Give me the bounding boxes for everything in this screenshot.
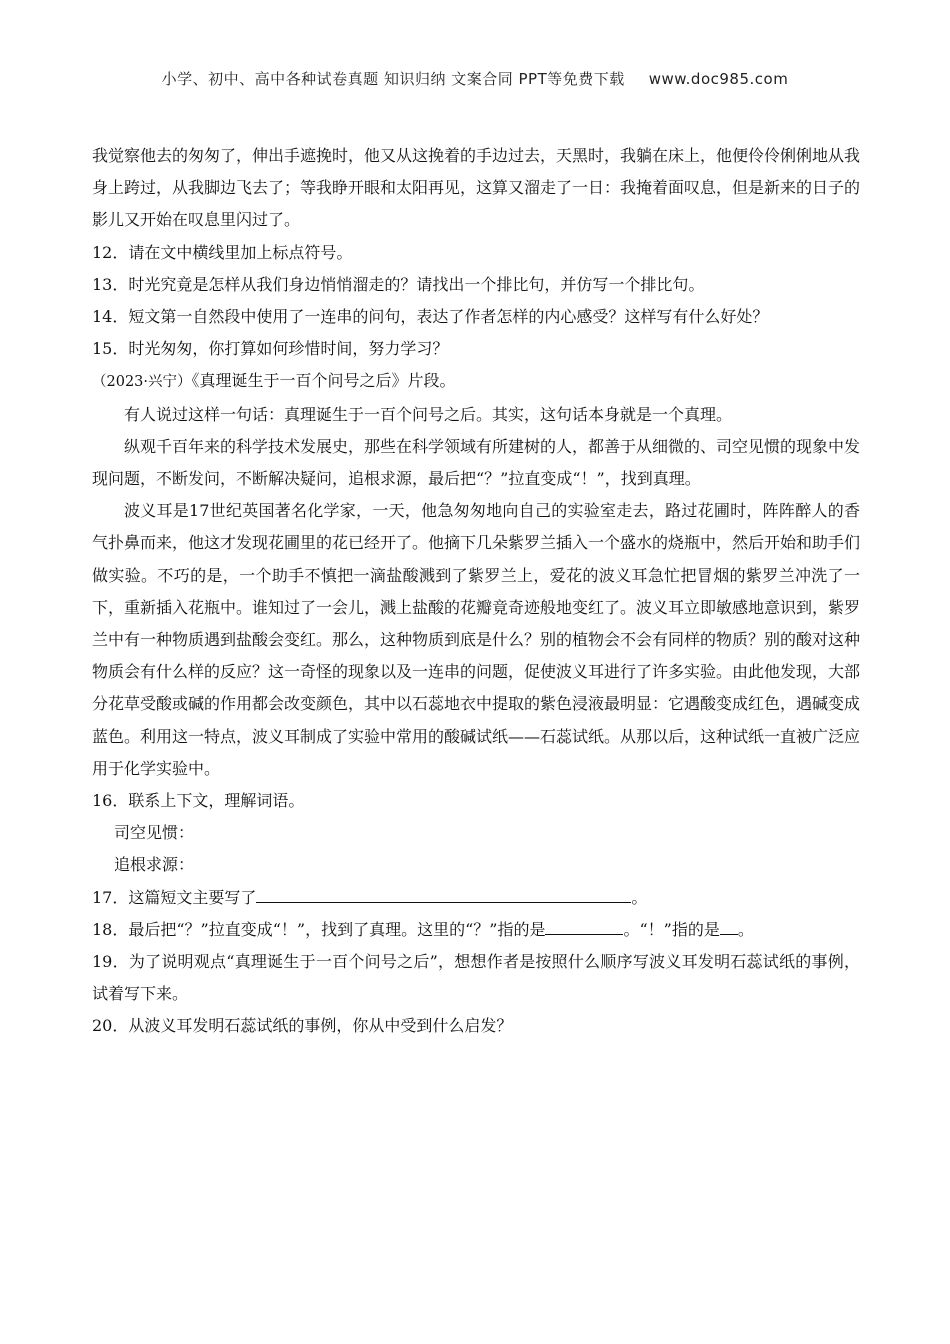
question-18-text-a: 18．最后把“？”拉直变成“！”，找到了真理。这里的“？”指的是 [92, 919, 546, 939]
answer-blank[interactable] [720, 916, 738, 935]
question-19: 19．为了说明观点“真理诞生于一百个问号之后”，想想作者是按照什么顺序写波义耳发明石蕊试纸的事例，试着写下来。 [92, 952, 860, 1004]
question-18 [92, 914, 860, 946]
question-13: 13．时光究竟是怎样从我们身边悄悄溜走的？请找出一个排比句，并仿写一个排比句。 [92, 274, 705, 294]
passage-2-paragraph-3: 波义耳是17世纪英国著名化学家，一天，他急匆匆地向自己的实验室走去，路过花圃时，阵阵醉人的香气扑鼻而来，他这才发现花圃里的花已经开了。他摘下几朵紫罗兰插入一个盛水的烧瓶中，然后开始和助手们做实验。不巧的是，一个助手不慎把一滴盐酸溅到了紫罗兰上，爱花的波义耳急忙把冒烟的紫罗兰冲洗了一下，重新插入花瓶中。谁知过了一会儿，溅上盐酸的花瓣竟奇迹般地变红了。波义耳立即敏感地意识到，紫罗兰中有一种物质遇到盐酸会变红。那么，这种物质到底是什么？别的植物会不会有同样的物质？别的酸对这种物质会有什么样的反应？这一奇怪的现象以及一连串的问题，促使波义耳进行了许多实验。由此他发现，大部分花草受酸或碱的作用都会改变颜色，其中以石蕊地衣中提取的紫色浸液最明显：它遇酸变成红色，遇碱变成蓝色。利用这一特点，波义耳制成了实验中常用的酸碱试纸——石蕊试纸。从那以后，这种试纸一直被广泛应用于化学实验中。 [92, 501, 861, 778]
question-18-text-b: 。“！”指的是 [623, 919, 720, 939]
question-12: 12．请在文中横线里加上标点符号。 [92, 242, 353, 262]
question-20: 20．从波义耳发明石蕊试纸的事例，你从中受到什么启发？ [92, 1016, 513, 1036]
passage-1: 我觉察他去的匆匆了，伸出手遮挽时，他又从这挽着的手边过去，天黑时，我躺在床上，他便伶伶俐俐地从我身上跨过，从我脚边飞去了；等我睁开眼和太阳再见，这算又溜走了一日：我掩着面叹息，但是新来的日子的影儿又开始在叹息里闪过了。 [92, 146, 861, 230]
passage-2-paragraph-2: 纵观千百年来的科学技术发展史，那些在科学领域有所建树的人，都善于从细微的、司空见惯的现象中发现问题，不断发问，不断解决疑问，追根求源，最后把“？”拉直变成“！”，找到真理。 [92, 436, 861, 489]
question-17-end: 。 [631, 887, 648, 907]
question-14: 14．短文第一自然段中使用了一连串的问句，表达了作者怎样的内心感受？这样写有什么好处？ [92, 307, 769, 327]
question-16: 16．联系上下文，理解词语。 [92, 791, 305, 811]
question-16-word-2: 追根求源： [114, 855, 195, 875]
question-17-text: 17．这篇短文主要写了 [92, 887, 257, 907]
answer-blank[interactable] [545, 916, 623, 935]
passage-2-paragraph-1: 有人说过这样一句话：真理诞生于一百个问号之后。其实，这句话本身就是一个真理。 [124, 404, 733, 424]
question-17 [92, 882, 860, 914]
question-15: 15．时光匆匆，你打算如何珍惜时间，努力学习？ [92, 339, 449, 359]
answer-blank[interactable] [256, 884, 631, 903]
section-source: （2023·兴宁） [92, 374, 192, 391]
document-body [92, 140, 860, 1043]
page-header [0, 68, 950, 89]
header-promo-text: 小学、初中、高中各种试卷真题 知识归纳 文案合同 PPT等免费下载 [161, 70, 625, 88]
section-title: 《真理诞生于一百个问号之后》片段。 [191, 371, 456, 391]
question-18-text-c: 。 [737, 919, 754, 939]
question-16-word-1: 司空见惯： [114, 823, 195, 843]
header-site-url: www.doc985.com [648, 70, 789, 88]
section-heading [92, 365, 860, 398]
